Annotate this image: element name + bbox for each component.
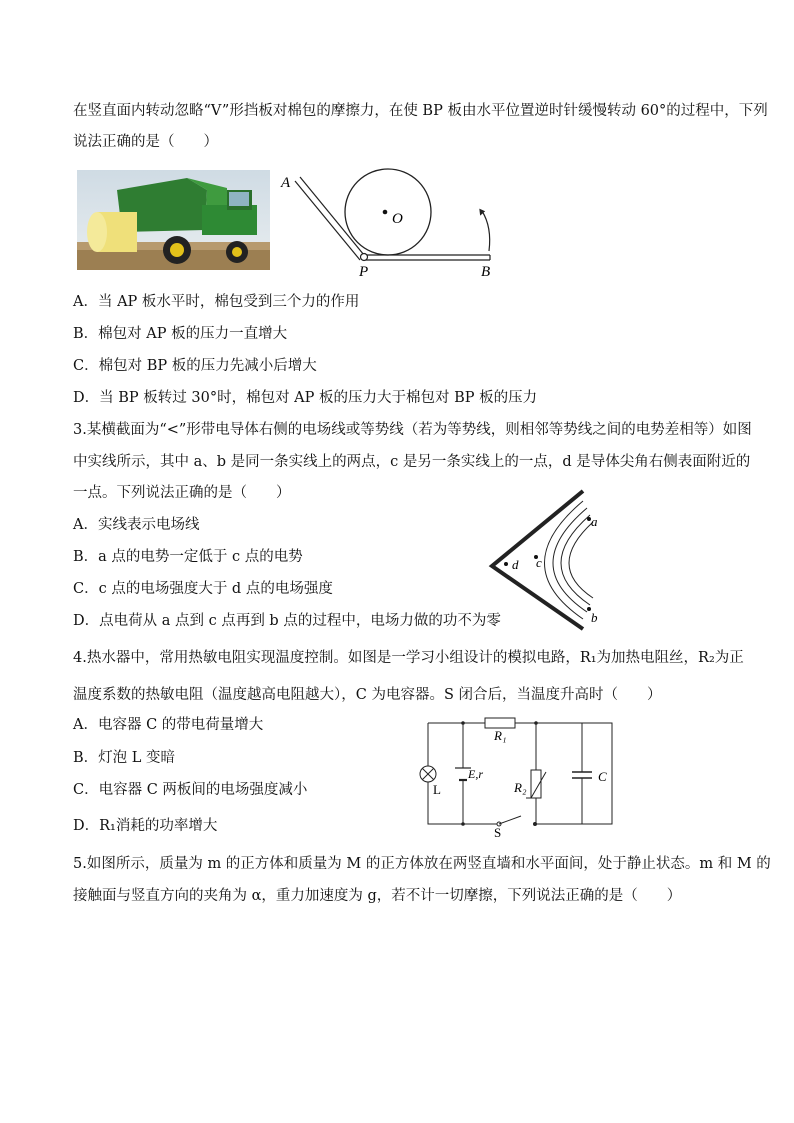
q3-stem-line-1: 3.某横截面为“<”形带电导体右侧的电场线或等势线（若为等势线，则相邻等势线之间的电势差相等）如图: [73, 422, 752, 438]
q3-stem-line-2: 中实线所示，其中 a、b 是同一条实线上的两点，c 是另一条实线上的一点，d 是导体尖角右侧表面附近的: [73, 454, 751, 470]
cotton-bale-circle: [345, 169, 431, 255]
point-d: [504, 562, 508, 566]
q2-option-d: D．当 BP 板转过 30°时，棉包对 AP 板的压力大于棉包对 BP 板的压力: [73, 390, 538, 406]
pivot-p: [361, 254, 368, 261]
label-r2: R₂: [514, 780, 527, 795]
q4-stem-line-1: 4.热水器中，常用热敏电阻实现温度控制。如图是一学习小组设计的模拟电路，R₁为加热电阻丝，R₂为正: [73, 650, 744, 666]
q2-option-c: C．棉包对 BP 板的压力先减小后增大: [73, 358, 317, 374]
v-board-diagram: [278, 165, 508, 280]
label-r1: R₁: [494, 728, 507, 743]
label-l: L: [433, 782, 441, 797]
resistor-r1: [485, 718, 515, 728]
q2-option-a: A．当 AP 板水平时，棉包受到三个力的作用: [73, 294, 360, 310]
board-ap-line-1: [295, 181, 360, 260]
label-p: P: [359, 264, 369, 280]
q3-option-d: D．点电荷从 a 点到 c 点再到 b 点的过程中，电场力做的功不为零: [73, 613, 501, 629]
q3-option-a: A．实线表示电场线: [73, 517, 200, 533]
q4-stem-line-2: 温度系数的热敏电阻（温度越高电阻越大），C 为电容器。S 闭合后，当温度升高时（ ）: [73, 687, 662, 703]
thermistor-circuit-diagram: [415, 712, 625, 840]
q4-option-d: D．R₁消耗的功率增大: [73, 818, 218, 834]
q4-option-a: A．电容器 C 的带电荷量增大: [73, 717, 264, 733]
label-b: B: [481, 264, 491, 280]
label-point-b: b: [591, 610, 598, 625]
switch-s: [499, 816, 521, 824]
conductor-field-diagram: [486, 487, 616, 632]
label-point-c: c: [536, 555, 542, 570]
label-o: O: [392, 211, 403, 227]
label-point-a: a: [591, 514, 598, 529]
q3-stem-line-3: 一点。下列说法正确的是（ ）: [73, 485, 291, 501]
center-point-o: [383, 210, 388, 215]
q3-option-b: B．a 点的电势一定低于 c 点的电势: [73, 549, 303, 565]
cotton-harvester-photo: [77, 170, 270, 270]
q5-stem-line-2: 接触面与竖直方向的夹角为 α，重力加速度为 g，若不计一切摩擦，下列说法正确的是（ ）: [73, 888, 682, 904]
board-ap-line-2: [300, 177, 364, 255]
label-c: C: [598, 769, 607, 784]
rotation-arrow: [482, 211, 490, 251]
field-line-3: [561, 515, 590, 605]
q2-stem-line-1: 在竖直面内转动忽略“V”形挡板对棉包的摩擦力，在使 BP 板由水平位置逆时针缓慢转动 60°的过程中，下列: [73, 103, 768, 119]
label-point-d: d: [512, 557, 519, 572]
q3-option-c: C．c 点的电场强度大于 d 点的电场强度: [73, 581, 333, 597]
label-a: A: [281, 175, 291, 191]
q4-option-b: B．灯泡 L 变暗: [73, 750, 176, 766]
q5-stem-line-1: 5.如图所示，质量为 m 的正方体和质量为 M 的正方体放在两竖直墙和水平面间，处于静止状态。m 和 M 的: [73, 856, 771, 872]
label-s: S: [494, 825, 502, 840]
q4-option-c: C．电容器 C 两板间的电场强度减小: [73, 782, 308, 798]
q2-option-b: B．棉包对 AP 板的压力一直增大: [73, 326, 288, 342]
q2-stem-line-2: 说法正确的是（ ）: [73, 134, 218, 150]
label-er: E,r: [468, 767, 483, 781]
